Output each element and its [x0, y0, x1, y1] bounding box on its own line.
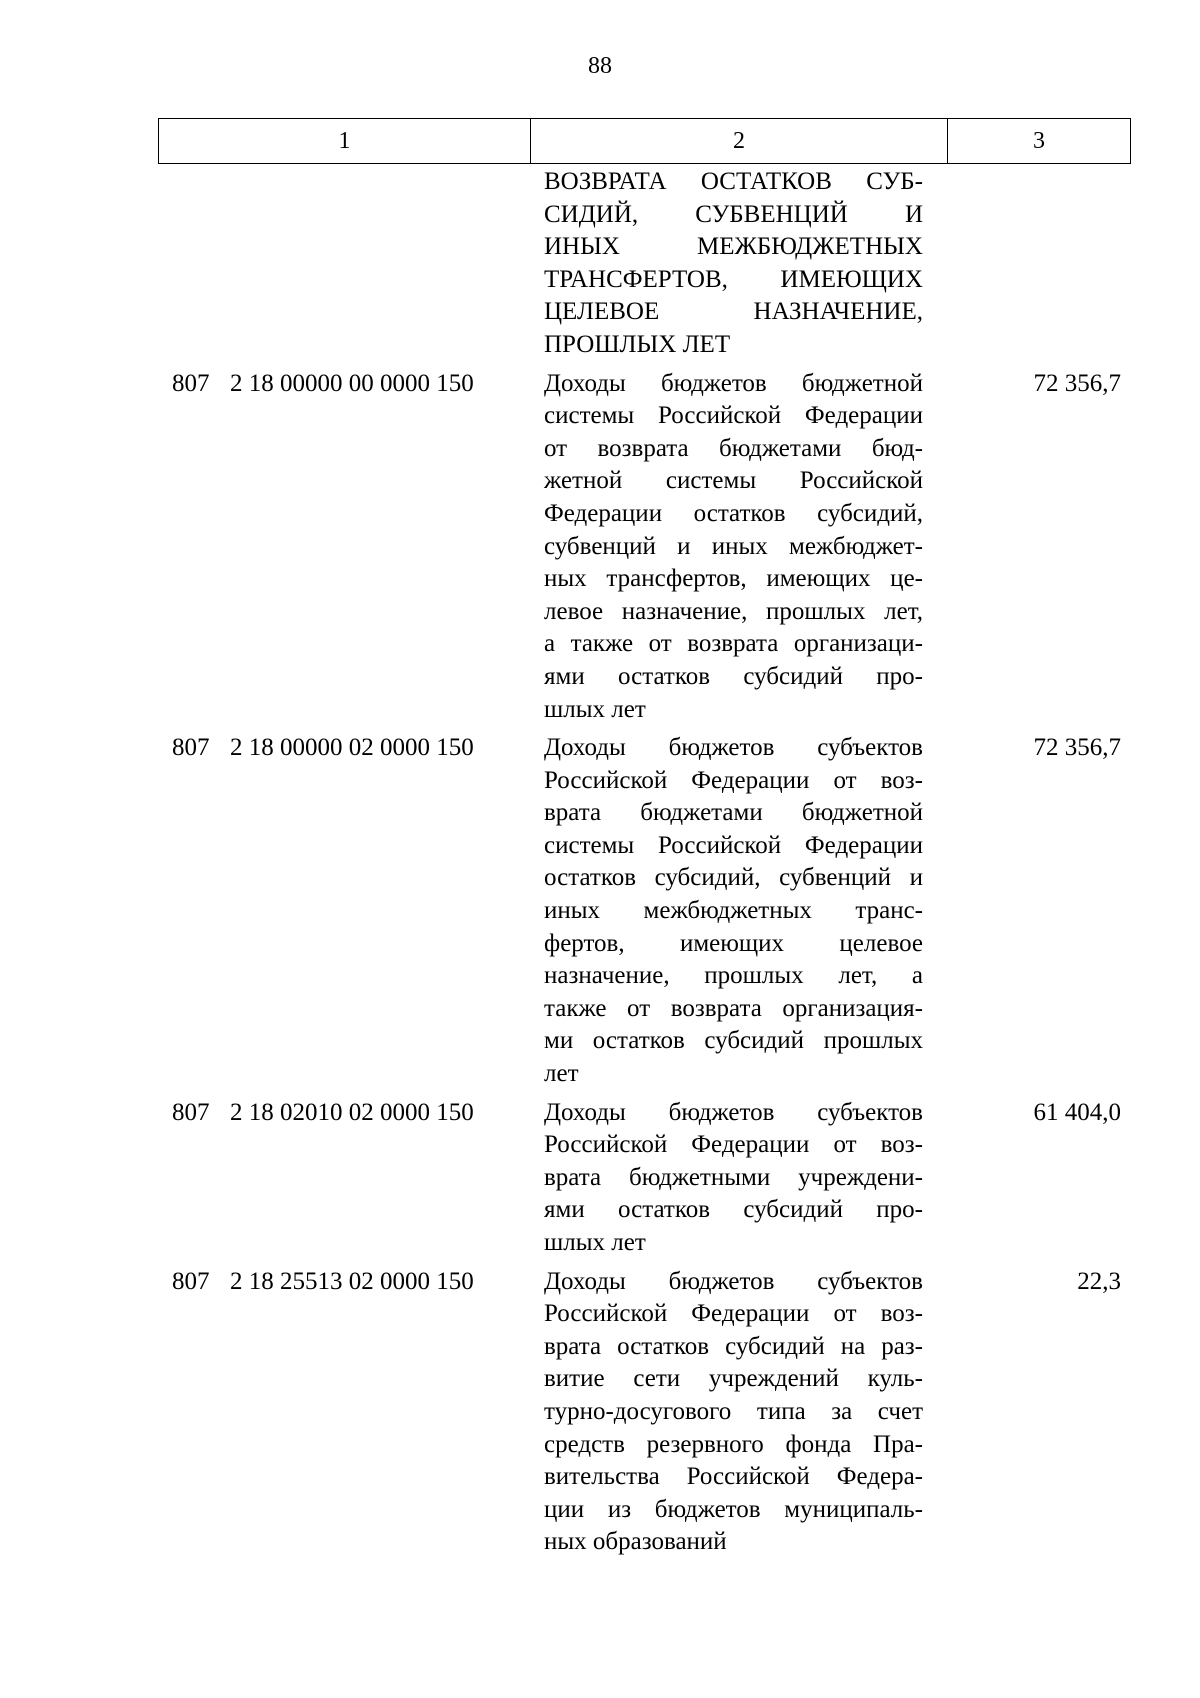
description-line: также от возврата организация-	[544, 994, 923, 1022]
budget-code-cell: 2 18 00000 02 0000 150	[230, 734, 474, 762]
admin-code-cell: 807	[172, 1267, 210, 1295]
description-line: остатков субсидий, субвенций и	[544, 864, 923, 892]
description-cell	[530, 1097, 947, 1260]
description-line: жетной системы Российской	[544, 467, 923, 495]
description-line: ВОЗВРАТА ОСТАТКОВ СУБ-	[544, 168, 923, 195]
description-line: лет	[544, 1060, 579, 1088]
description-line: средств резервного фонда Пра-	[544, 1430, 923, 1458]
description-line: Доходы бюджетов бюджетной	[544, 369, 923, 397]
description-line: ИНЫХ МЕЖБЮДЖЕТНЫХ	[544, 233, 923, 261]
description-line: Доходы бюджетов субъектов	[544, 1267, 923, 1295]
description-line: турно-досугового типа за счет	[544, 1397, 923, 1425]
header-col-3: 3	[1033, 127, 1045, 154]
description-line: ных образований	[544, 1528, 727, 1556]
description-line: ЦЕЛЕВОЕ НАЗНАЧЕНИЕ,	[544, 298, 923, 326]
description-line: врата бюджетами бюджетной	[544, 799, 923, 827]
description-line: врата остатков субсидий на раз-	[544, 1332, 923, 1360]
description-line: субвенций и иных межбюджет-	[544, 532, 923, 560]
description-line: вительства Российской Федера-	[544, 1463, 923, 1491]
description-line: левое назначение, прошлых лет,	[544, 597, 923, 625]
description-cell	[530, 732, 947, 1091]
description-line: шлых лет	[544, 1229, 646, 1256]
description-line: ПРОШЛЫХ ЛЕТ	[544, 330, 731, 358]
amount-cell: 72 356,7	[1033, 369, 1121, 397]
admin-code-cell: 807	[172, 369, 210, 397]
table-row	[158, 1097, 1131, 1260]
description-line: СИДИЙ, СУБВЕНЦИЙ И	[544, 200, 923, 228]
description-line: ями остатков субсидий про-	[544, 1196, 923, 1224]
description-line: витие сети учреждений куль-	[544, 1365, 923, 1393]
description-line: врата бюджетными учреждени-	[544, 1163, 923, 1191]
table-body	[158, 166, 1131, 1565]
description-line: Российской Федерации от воз-	[544, 766, 923, 794]
description-cell	[530, 1266, 947, 1559]
description-line: шлых лет	[544, 695, 646, 723]
amount-cell: 61 404,0	[1033, 1098, 1121, 1126]
page-number: 88	[588, 53, 612, 79]
budget-code-cell: 2 18 02010 02 0000 150	[230, 1098, 474, 1126]
amount-cell: 72 356,7	[1033, 734, 1121, 762]
amount-cell: 22,3	[1077, 1267, 1121, 1295]
budget-code-cell: 2 18 25513 02 0000 150	[230, 1267, 474, 1295]
table-row	[158, 166, 1131, 362]
description-line: иных межбюджетных транс-	[544, 897, 923, 925]
table-row	[158, 368, 1131, 727]
description-line: системы Российской Федерации	[544, 831, 923, 859]
description-line: Российской Федерации от воз-	[544, 1131, 923, 1159]
description-line: системы Российской Федерации	[544, 402, 923, 430]
description-cell	[530, 368, 947, 727]
admin-code-cell: 807	[172, 734, 210, 762]
description-line: ТРАНСФЕРТОВ, ИМЕЮЩИХ	[544, 265, 923, 293]
description-line: а также от возврата организаци-	[544, 630, 923, 658]
table-header	[158, 118, 1131, 164]
header-col-2: 2	[531, 119, 948, 163]
budget-code-cell: 2 18 00000 00 0000 150	[230, 369, 474, 397]
description-line: Федерации остатков субсидий,	[544, 499, 923, 527]
table-row	[158, 732, 1131, 1091]
description-line: назначение, прошлых лет, а	[544, 962, 923, 990]
description-line: Доходы бюджетов субъектов	[544, 1098, 923, 1126]
description-cell	[530, 166, 947, 362]
description-line: ных трансфертов, имеющих це-	[544, 565, 923, 593]
description-line: ции из бюджетов муниципаль-	[544, 1495, 923, 1523]
table-row	[158, 1266, 1131, 1559]
description-line: ями остатков субсидий про-	[544, 662, 923, 690]
description-line: фертов, имеющих целевое	[544, 929, 923, 957]
header-col-1: 1	[159, 119, 531, 163]
description-line: от возврата бюджетами бюд-	[544, 434, 923, 462]
admin-code-cell: 807	[172, 1098, 210, 1126]
description-line: Доходы бюджетов субъектов	[544, 734, 923, 762]
description-line: Российской Федерации от воз-	[544, 1300, 923, 1328]
description-line: ми остатков субсидий прошлых	[544, 1027, 923, 1055]
